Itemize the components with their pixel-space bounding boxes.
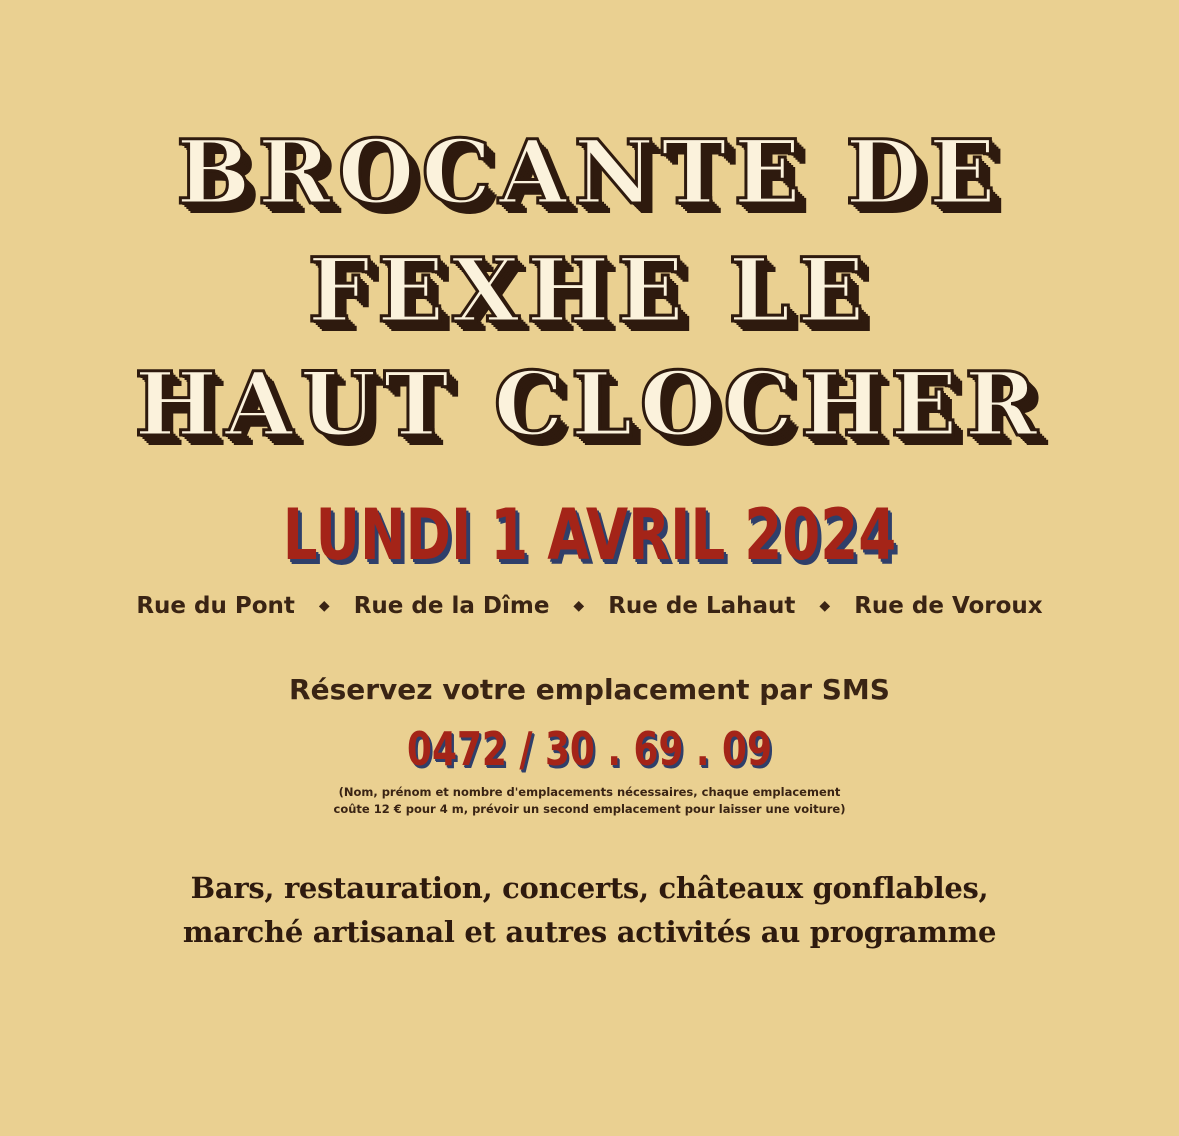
diamond-bullet-icon: ◆ — [573, 598, 585, 614]
activities-text — [0, 866, 1179, 954]
title-line-1: BROCANTE DE — [176, 120, 1003, 224]
reservation-text: Réservez votre emplacement par SMS — [289, 673, 890, 706]
street-item: Rue de Lahaut — [608, 593, 796, 619]
activities-line-1: Bars, restauration, concerts, châteaux gonflables, — [190, 871, 989, 905]
activities-line-2: marché artisanal et autres activités au programme — [182, 915, 997, 949]
title-line-2: FEXHE LE — [307, 238, 872, 342]
title-line-3: HAUT CLOCHER — [134, 352, 1045, 456]
note-line-1: (Nom, prénom et nombre d'emplacements nécessaires, chaque emplacement — [338, 785, 841, 799]
phone-number: 0472 / 30 . 69 . 09 — [407, 722, 772, 776]
street-list — [0, 593, 1179, 619]
event-date: LUNDI 1 AVRIL 2024 — [282, 494, 897, 576]
street-item: Rue de la Dîme — [353, 593, 550, 619]
street-item: Rue de Voroux — [854, 593, 1043, 619]
diamond-bullet-icon: ◆ — [819, 598, 831, 614]
diamond-bullet-icon: ◆ — [318, 598, 330, 614]
reservation-note — [0, 784, 1179, 818]
street-item: Rue du Pont — [136, 593, 295, 619]
note-line-2: coûte 12 € pour 4 m, prévoir un second emplacement pour laisser une voiture) — [333, 802, 846, 816]
